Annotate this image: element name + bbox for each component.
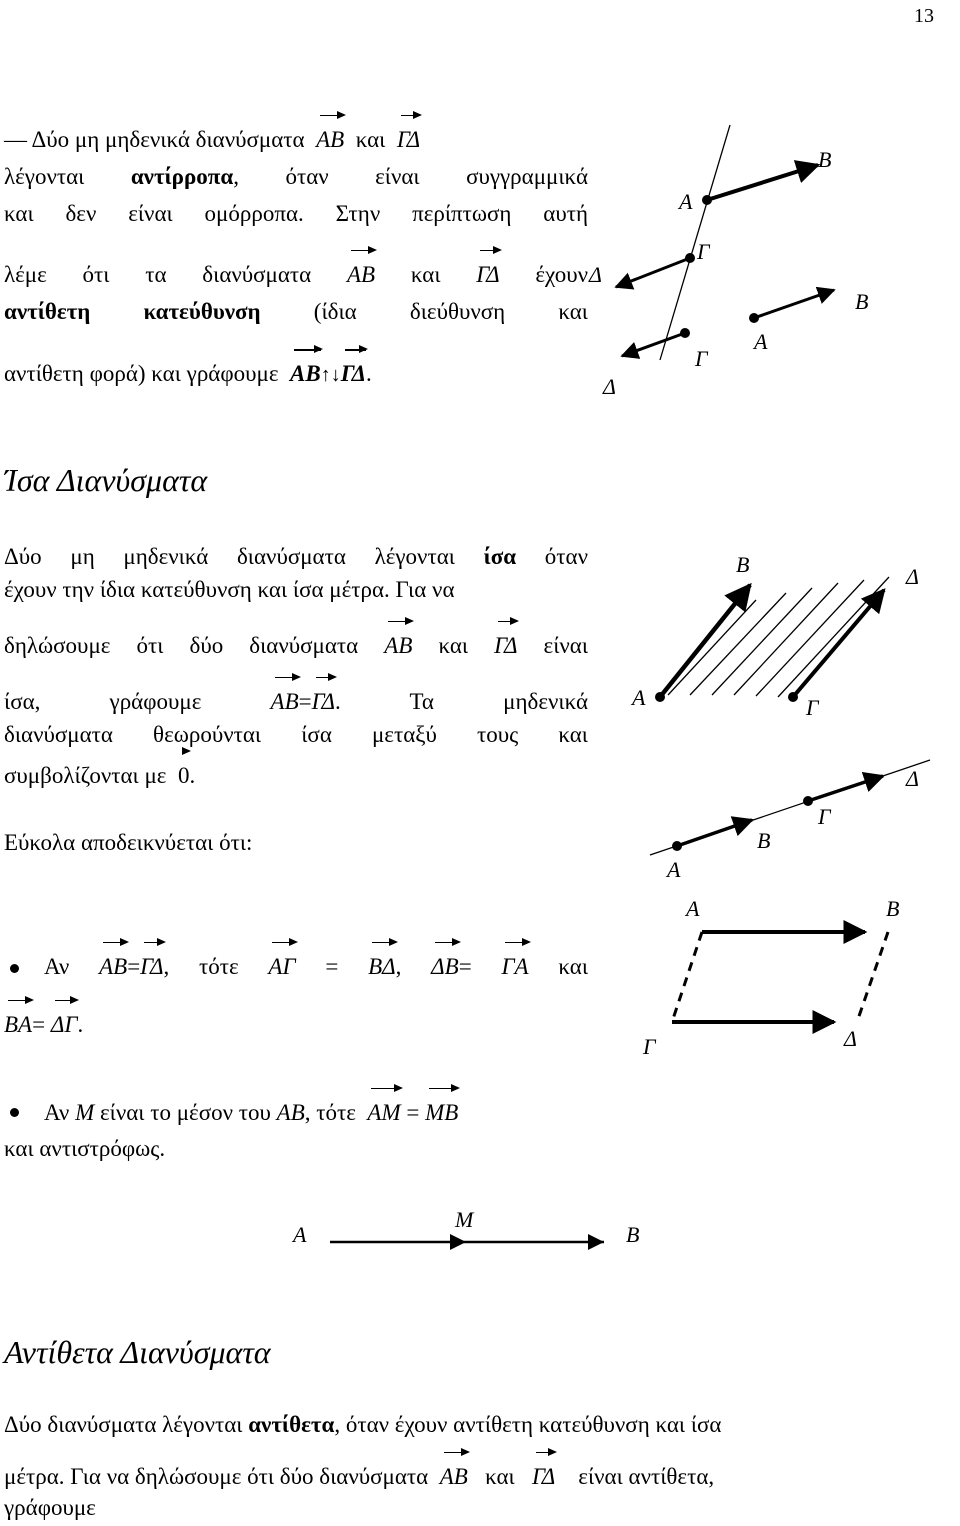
easy-proof-line: Εύκολα αποδεικνύεται ότι:	[4, 830, 253, 855]
equal-line-6: συμβολίζονται με 0.	[4, 763, 196, 788]
vector-gd-upper	[616, 258, 690, 287]
equal-line-4: ίσα, γράφουμε AB=ΓΔ. Τα μηδενικά	[4, 689, 589, 714]
point-a-lower	[749, 313, 759, 323]
term-antirropa: αντίρροπα	[130, 164, 234, 189]
label-g: Γ	[643, 1034, 656, 1059]
label-a: A	[667, 857, 681, 882]
label-a: A	[686, 896, 700, 921]
label-g: Γ	[818, 804, 831, 829]
opposite-line-2: μέτρα. Για να δηλώσουμε ότι δύο διανύσματα AB και ΓΔ είναι αντίθετα,	[4, 1464, 715, 1489]
figure-parallelogram	[642, 896, 899, 1059]
label-b: B	[626, 1222, 640, 1247]
label-b: B	[818, 147, 832, 172]
label-g: Γ	[697, 239, 710, 264]
vector-ab-upper	[707, 165, 818, 200]
equal-line-2: έχουν την ίδια κατεύθυνση και ίσα μέτρα. Για να	[4, 577, 455, 602]
figure-opposite-direction	[588, 125, 868, 399]
bullet-2-line-2: και αντιστρόφως.	[4, 1136, 166, 1161]
figure-midpoint	[291, 1207, 639, 1250]
label-d: Δ	[844, 1026, 857, 1051]
label-g: Γ	[806, 695, 819, 720]
vector-gd-lower	[622, 333, 685, 356]
heading-equal-vectors: Ίσα Διανύσματα	[4, 462, 208, 498]
vector-ab-lower	[754, 290, 834, 318]
antirropa-line-1: — Δύο μη μηδενικά διανύσματα AB και ΓΔ	[4, 127, 421, 152]
vector-gd-long	[793, 590, 884, 697]
label-a: A	[632, 685, 646, 710]
antirropa-line-5: αντίθετη κατεύθυνση (ίδια διεύθυνση και	[4, 299, 588, 324]
vector-gd: ΓΔ	[396, 127, 421, 152]
label-a: A	[754, 329, 768, 354]
point-a	[655, 692, 665, 702]
vector-ab: AB	[316, 127, 345, 152]
antirropa-symbol: ↑↓	[320, 364, 341, 386]
label-d: Δ	[906, 564, 919, 589]
bullet-2-line-1: Αν M είναι το μέσον του AB, τότε AM = MB	[44, 1100, 459, 1125]
antirropa-line-2: λέγονται αντίρροπα, όταν είναι συγγραμμικά	[4, 164, 588, 189]
vector-ab-small	[677, 820, 752, 846]
zero-vector: 0	[177, 763, 190, 788]
point-g-upper	[685, 253, 695, 263]
label-b: B	[886, 896, 900, 921]
vector-ab-long	[660, 585, 750, 697]
opposite-line-1: Δύο διανύσματα λέγονται αντίθετα, όταν έχουν αντίθετη κατεύθυνση και ίσα	[4, 1412, 722, 1437]
heading-opposite-vectors: Αντίθετα Διανύσματα	[4, 1334, 271, 1370]
figure-equal-collinear	[650, 760, 930, 882]
point-g	[788, 692, 798, 702]
equal-line-5: διανύσματα θεωρούνται ίσα μεταξύ τους και	[4, 722, 588, 747]
label-b: B	[855, 289, 869, 314]
point-a-upper	[702, 195, 712, 205]
equal-line-1: Δύο μη μηδενικά διανύσματα λέγονται ίσα όταν	[4, 544, 588, 569]
antirropa-line-3: και δεν είναι ομόρροπα. Στην περίπτωση αυτή	[4, 201, 588, 226]
transversal-line	[660, 125, 730, 360]
bullet-1-line-1: Αν AB=ΓΔ, τότε AΓ = BΔ, ΔB= ΓA και	[44, 954, 589, 979]
arrow-mb	[588, 1234, 604, 1250]
label-b: B	[736, 552, 750, 577]
page-number: 13	[914, 5, 934, 27]
label-g: Γ	[695, 346, 708, 371]
label-a: A	[293, 1222, 307, 1247]
antirropa-line-6: αντίθετη φορά) και γράφουμε AB↑↓ΓΔ.	[4, 361, 372, 386]
bullet-1-line-2: BA= ΔΓ.	[4, 1012, 84, 1037]
opposite-line-3: γράφουμε	[4, 1495, 96, 1520]
antirropa-line-4: λέμε ότι τα διανύσματα AB και ΓΔ έχουν	[4, 262, 589, 287]
term-antitheta: αντίθετα	[248, 1412, 335, 1437]
equal-line-3: δηλώσουμε ότι δύο διανύσματα AB και ΓΔ είναι	[4, 633, 589, 658]
label-m: M	[455, 1207, 474, 1232]
label-d: Δ	[603, 374, 616, 399]
term-antitheti-kateuthynsi: αντίθετη κατεύθυνση	[4, 299, 261, 324]
arrow-am	[450, 1234, 466, 1250]
point-g-lower	[680, 328, 690, 338]
label-d: Δ	[906, 766, 919, 791]
label-d: Δ	[589, 262, 602, 287]
label-b: B	[757, 828, 771, 853]
label-a: A	[679, 189, 693, 214]
term-isa: ίσα	[483, 544, 517, 569]
vector-gd-small	[808, 776, 883, 801]
figure-equal-parallel	[630, 552, 919, 720]
